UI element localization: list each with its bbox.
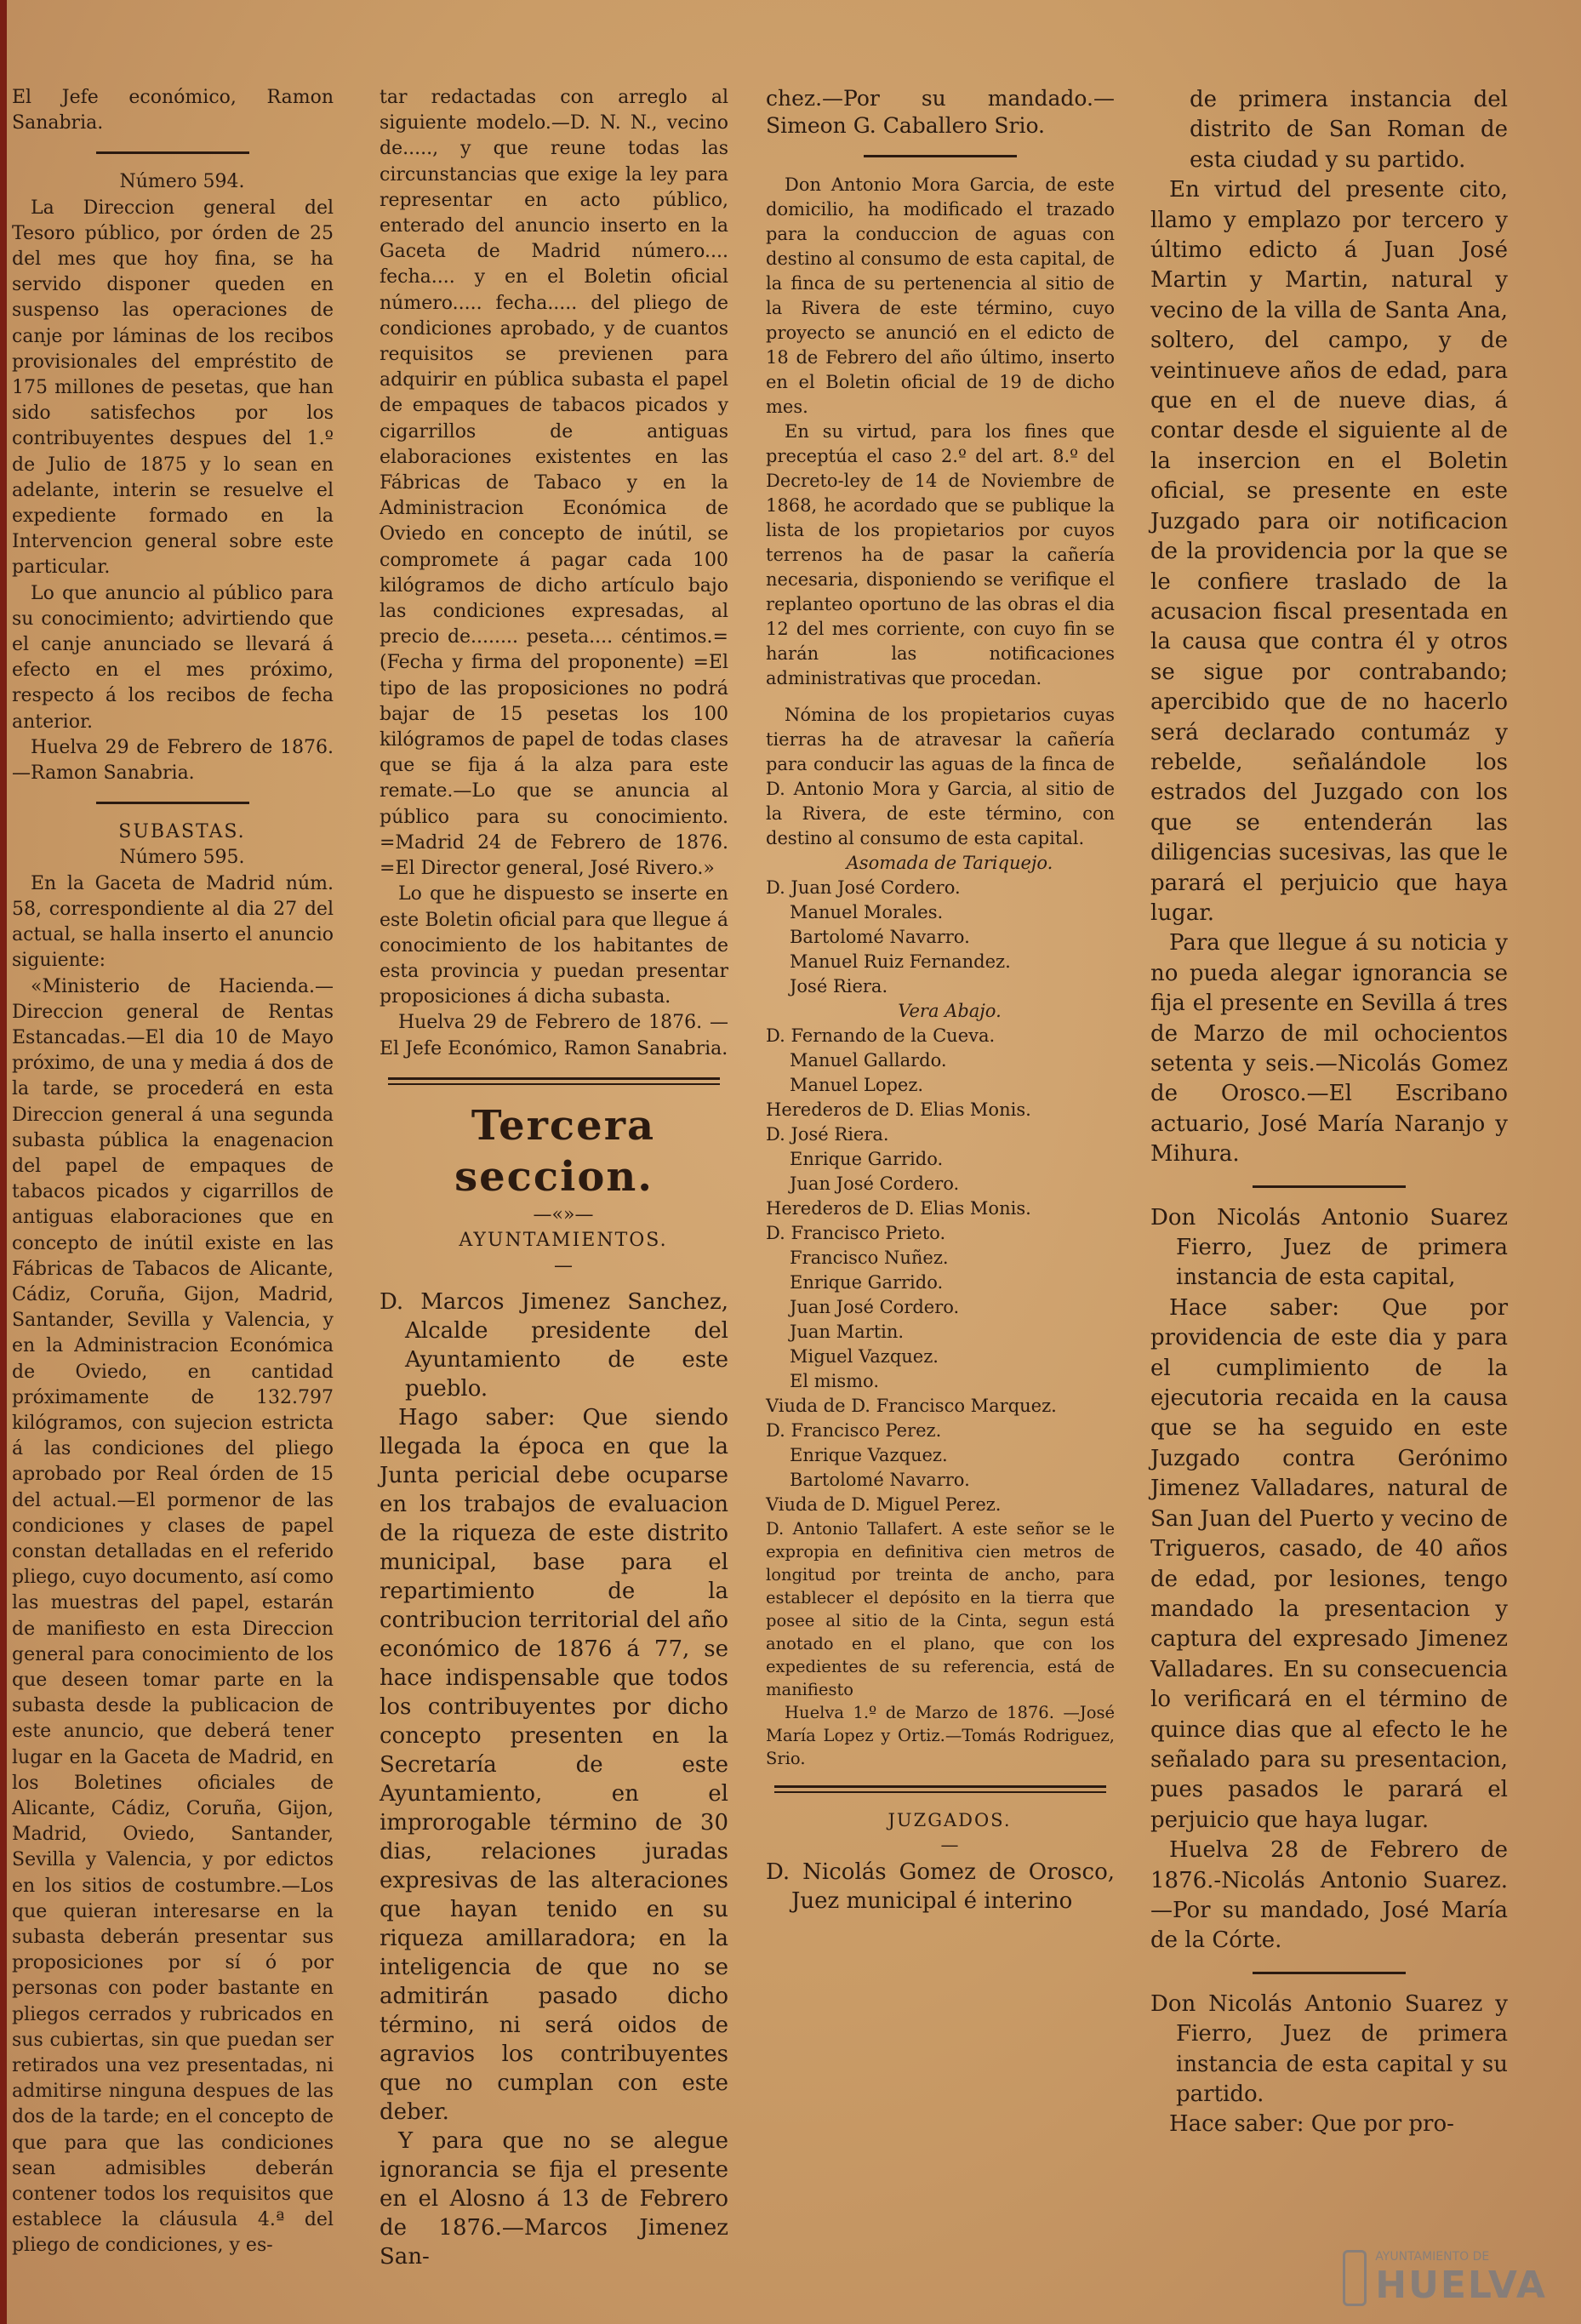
divider <box>96 802 249 804</box>
owner-list-item: D. Juan José Cordero. <box>766 877 961 898</box>
owner-list-item: El mismo. <box>790 1371 879 1391</box>
notice-paragraph: Hago saber: Que siendo llegada la época en que la Junta pericial debe ocuparse en los trabajos de evaluacion de la riqueza de este distrito municipal, base para el repartimiento de la contribucion territorial del año económico de 1876 á 77, se hace indispensable que todos los contribuyentes por dicho concepto presenten en la Secretaría de este Ayuntamiento, en el improrogable término de 30 dias, relaciones juradas expresivas de las alteraciones que hayan tenido en su riqueza amillaradora; en la inteligencia de que no se admitirán pasado dicho término, ni será oidos de agravios los contribuyentes que no cumplan con este deber. <box>380 1405 728 2126</box>
signature-line: chez.—Por su mandado.—Simeon G. Caballero Srio. <box>766 86 1115 138</box>
column-4 <box>1150 85 1508 2140</box>
section-heading: SUBASTAS. <box>118 821 246 843</box>
notice-paragraph: En la Gaceta de Madrid núm. 58, correspondiente al dia 27 del actual, se halla inserto el anuncio siguiente: <box>12 872 334 972</box>
notice-paragraph: Don Antonio Mora Garcia, de este domicilio, ha modificado el trazado para la conduccion de aguas con destino al consumo de esta capital, de la finca de su pertenencia al sitio de la Rivera de este término, cuyo proyecto se anunció en el edicto de 18 de Febrero del año último, inserto en el Boletin oficial de 19 de dicho mes. <box>766 174 1115 417</box>
owner-list-item: Herederos de D. Elias Monis. <box>766 1099 1031 1120</box>
ornament: —«»— <box>533 1203 594 1225</box>
section-title: Tercera seccion. <box>454 1101 656 1201</box>
notice-paragraph: Nómina de los propietarios cuyas tierras ha de atravesar la cañería para conducir las aguas de la finca de D. Antonio Mora y Garcia, al sitio de la Rivera, de este término, con destino al consumo de esta capital. <box>766 705 1115 848</box>
edict-block <box>380 1288 728 2271</box>
edict-header: Don Nicolás Antonio Suarez y Fierro, Juez de primera instancia de esta capital y su partido. <box>1150 1990 1508 2107</box>
column-2 <box>380 85 728 2271</box>
double-rule <box>774 1785 1106 1793</box>
double-rule <box>388 1077 720 1085</box>
archive-watermark <box>1343 2244 1547 2312</box>
notice-number: Número 594. <box>119 171 245 193</box>
edict-header: D. Nicolás Gomez de Orosco, Juez municipal é interino <box>766 1859 1115 1914</box>
place-heading: Asomada de Tariquejo. <box>846 853 1053 873</box>
notice-paragraph: Huelva 29 de Febrero de 1876. —El Jefe Económico, Ramon Sanabria. <box>380 1012 728 1059</box>
owner-list-item: Juan Martin. <box>790 1322 905 1342</box>
notice-paragraph: Lo que he dispuesto se inserte en este Boletin oficial para que llegue á conocimiento de los habitantes de esta provincia y puedan presentar proposiciones á dicha subasta. <box>380 883 728 1008</box>
notice-paragraph: Lo que anuncio al público para su conocimiento; advirtiendo que el canje anunciado se llevará á efecto en el mes próximo, respecto á los recibos de fecha anterior. <box>12 582 334 733</box>
owner-list-item: D. Fernando de la Cueva. <box>766 1025 996 1046</box>
notice-paragraph: D. Antonio Tallafert. A este señor se le expropia en definitiva cien metros de longitud por treinta de ancho, para establecer el depósito en la tierra que posee al sitio de la Cinta, segun está anotado en el plano, que con los expedientes de su referencia, está de manifiesto <box>766 1519 1115 1699</box>
dash-separator: — <box>940 1835 959 1855</box>
owner-list-item: Bartolomé Navarro. <box>790 927 970 947</box>
notice-paragraph: «Ministerio de Hacienda.—Direccion general de Rentas Estancadas.—El dia 10 de Mayo próximo, de una y media á dos de la tarde, se procederá en esta Direccion general á una segunda subasta pública la enagenacion del papel de empaques de tabacos picados y cigarrillos de antiguas elaboraciones que en concepto de inútil existe en las Fábricas de Tabacos de Alicante, Cádiz, Coruña, Gijon, Madrid, Santander, Sevilla y Valencia, y en la Administracion Económica de Oviedo, en cantidad próximamente de 132.797 kilógramos, con sujecion estricta á las condiciones del pliego aprobado por Real órden de 15 del actual.—El pormenor de las condiciones y clases de papel constan detalladas en el referido pliego, cuyo documento, así como las muestras del papel, estarán de manifiesto en esta Direccion general para conocimiento de los que deseen tomar parte en la subasta desde la publicacion de este anuncio, que deberá tener lugar en la Gaceta de Madrid, en los Boletines oficiales de Alicante, Cádiz, Coruña, Gijon, Madrid, Oviedo, Santander, Sevilla y Valencia, y por edictos en los sitios de costumbre.—Los que quieran interesarse en la subasta deberán presentar sus proposiciones por sí ó por personas con poder bastante en pliegos cerrados y rubricados en sus cubiertas, sin que puedan ser retirados una vez presentadas, ni admitirse ninguna despues de las dos de la tarde; en el concepto de que para que las condiciones sean admisibles deberán contener todos los requisitos que establece la cláusula 4.ª del pliego de condiciones, y es- <box>12 975 334 2257</box>
notice-paragraph: Para que llegue á su noticia y no pueda alegar ignorancia se fija el presente en Sevilla á tres de Marzo de mil ochocientos setenta y seis.—Nicolás Gomez de Orosco.—El Escribano actuario, José María Naranjo y Mihura. <box>1150 930 1508 1168</box>
divider <box>864 155 1017 157</box>
owner-list-item: José Riera. <box>790 976 888 996</box>
notice-paragraph: Huelva 29 de Febrero de 1876.—Ramon Sanabria. <box>12 736 334 785</box>
owner-list-vera <box>766 1024 1115 1517</box>
owner-list-item: Viuda de D. Francisco Marquez. <box>766 1396 1057 1416</box>
notice-paragraph: En su virtud, para los fines que preceptúa el caso 2.º del art. 8.º del Decreto-ley de 14 de Noviembre de 1868, he acordado que se publique la lista de los propietarios por cuyos terrenos ha de pasar la cañería necesaria, disponiendo se verifique el replanteo oportuno de las obras el dia 12 del mes corriente, con cuyo fin se harán las notificaciones administrativas que procedan. <box>766 421 1115 688</box>
owner-list-asomada <box>766 876 1115 999</box>
notice-paragraph: Huelva 1.º de Marzo de 1876. —José María Lopez y Ortiz.—Tomás Rodriguez, Srio. <box>766 1703 1115 1768</box>
section-heading: AYUNTAMIENTOS. <box>459 1229 668 1251</box>
owner-list-item: D. José Riera. <box>766 1124 889 1145</box>
notice-paragraph: Huelva 28 de Febrero de 1876.-Nicolás Antonio Suarez.—Por su mandado, José María de la Córte. <box>1150 1837 1508 1954</box>
owner-list-item: Viuda de D. Miguel Perez. <box>766 1494 1002 1515</box>
owner-list-item: Juan José Cordero. <box>790 1297 960 1317</box>
notice-paragraph: La Direccion general del Tesoro público, por órden de 25 del mes que hoy fina, se ha servido disponer queden en suspenso las operaciones de canje por láminas de los recibos provisionales del empréstito de 175 millones de pesetas, que han sido satisfechos por los contribuyentes despues del 1.º de Julio de 1875 y lo sean en adelante, interin se resuelve el expediente formado en la Intervencion general sobre este particular. <box>12 197 334 579</box>
divider <box>1253 1972 1406 1974</box>
owner-list-item: D. Francisco Prieto. <box>766 1223 946 1243</box>
owner-list-item: Herederos de D. Elias Monis. <box>766 1198 1031 1219</box>
notice-paragraph: En virtud del presente cito, llamo y emplazo por tercero y último edicto á Juan José Martin y Martin, natural y vecino de la villa de Santa Ana, soltero, del campo, y de veintinueve años de edad, para que en el de nueve dias, á contar desde el siguiente al de la insercion en el Boletin oficial, se presente en este Juzgado para oir notificacion de la providencia por la que se le confiere traslado de la acusacion fiscal presentada en la causa que contra él y otros se sigue por contrabando; apercibido que de no hacerlo será declarado contumáz y rebelde, señalándole los estrados del Juzgado con los que se entenderán las diligencias sucesivas, las que le parará el perjuicio que haya lugar. <box>1150 177 1508 926</box>
owner-list-item: Enrique Vazquez. <box>790 1445 948 1465</box>
notice-paragraph: tar redactadas con arreglo al siguiente modelo.—D. N. N., vecino de....., y que reune todas las circunstancias que exige la ley para representar en acto público, enterado del anuncio inserto en la Gaceta de Madrid número.... fecha.... y en el Boletin oficial número..... fecha..... del pliego de condiciones aprobado, y de cuantos requisitos se previenen para adquirir en pública subasta el papel de empaques de tabacos picados y cigarrillos de antiguas elaboraciones existentes en las Fábricas de Tabaco y en la Administracion Económica de Oviedo en concepto de inútil, se compromete á pagar cada 100 kilógramos de dicho artículo bajo las condiciones expresadas, al precio de........ peseta.... céntimos.=(Fecha y firma del proponente) =El tipo de las proposiciones no podrá bajar de 15 pesetas los 100 kilógramos de papel de todas clases que se fija á la alza para este remate.—Lo que se anuncia al público para su conocimiento. =Madrid 24 de Febrero de 1876. =El Director general, José Rivero.» <box>380 87 728 880</box>
owner-list-item: Juan José Cordero. <box>790 1173 960 1194</box>
watermark-big-text: HUELVA <box>1375 2263 1547 2307</box>
owner-list-item: D. Francisco Perez. <box>766 1420 942 1441</box>
dash-separator: — <box>554 1255 573 1277</box>
owner-list-item: Bartolomé Navarro. <box>790 1470 970 1490</box>
archive-logo-icon <box>1343 2250 1367 2306</box>
owner-list-item: Manuel Lopez. <box>790 1075 924 1095</box>
place-heading: Vera Abajo. <box>898 1001 1002 1021</box>
owner-list-item: Manuel Gallardo. <box>790 1050 947 1071</box>
notice-paragraph: Hace saber: Que por providencia de este dia y para el cumplimiento de la ejecutoria recaida en la causa que se ha seguido en este Juzgado contra Gerónimo Jimenez Valladares, natural de San Juan del Puerto y vecino de Trigueros, casado, de 40 años de edad, por lesiones, tengo mandado la presentacion y captura del expresado Jimenez Valladares. En su consecuencia lo verificará en el término de quince dias que al efecto le he señalado para su presentacion, pues pasados le parará el perjuicio que haya lugar. <box>1150 1294 1508 1833</box>
edict-header: D. Marcos Jimenez Sanchez, Alcalde presidente del Ayuntamiento de este pueblo. <box>380 1289 728 1402</box>
owner-list-item: Francisco Nuñez. <box>790 1248 949 1268</box>
edict-header: Don Nicolás Antonio Suarez Fierro, Juez de primera instancia de esta capital, <box>1150 1204 1508 1291</box>
divider <box>1253 1185 1406 1188</box>
column-1 <box>12 85 334 2259</box>
notice-paragraph: Y para que no se alegue ignorancia se fija el presente en el Alosno á 13 de Febrero de 1876.—Marcos Jimenez San- <box>380 2128 728 2270</box>
owner-list-item: Miguel Vazquez. <box>790 1346 939 1367</box>
owner-list-item: Enrique Garrido. <box>790 1149 944 1169</box>
owner-list-item: Manuel Morales. <box>790 902 944 922</box>
section-heading: JUZGADOS. <box>888 1810 1012 1830</box>
divider <box>96 151 249 154</box>
notice-number: Número 595. <box>119 847 245 869</box>
binding-edge <box>0 0 7 2324</box>
column-3 <box>766 85 1115 1916</box>
watermark-text <box>1375 2250 1547 2307</box>
owner-list-item: Enrique Garrido. <box>790 1272 944 1293</box>
edict-header: de primera instancia del distrito de San Roman de esta ciudad y su partido. <box>1190 87 1508 173</box>
notice-paragraph: Hace saber: Que por pro- <box>1169 2111 1454 2138</box>
owner-list-item: Manuel Ruiz Fernandez. <box>790 951 1011 972</box>
watermark-small-text: AYUNTAMIENTO DE <box>1375 2249 1490 2264</box>
signature-line: El Jefe económico, Ramon Sanabria. <box>12 87 334 134</box>
